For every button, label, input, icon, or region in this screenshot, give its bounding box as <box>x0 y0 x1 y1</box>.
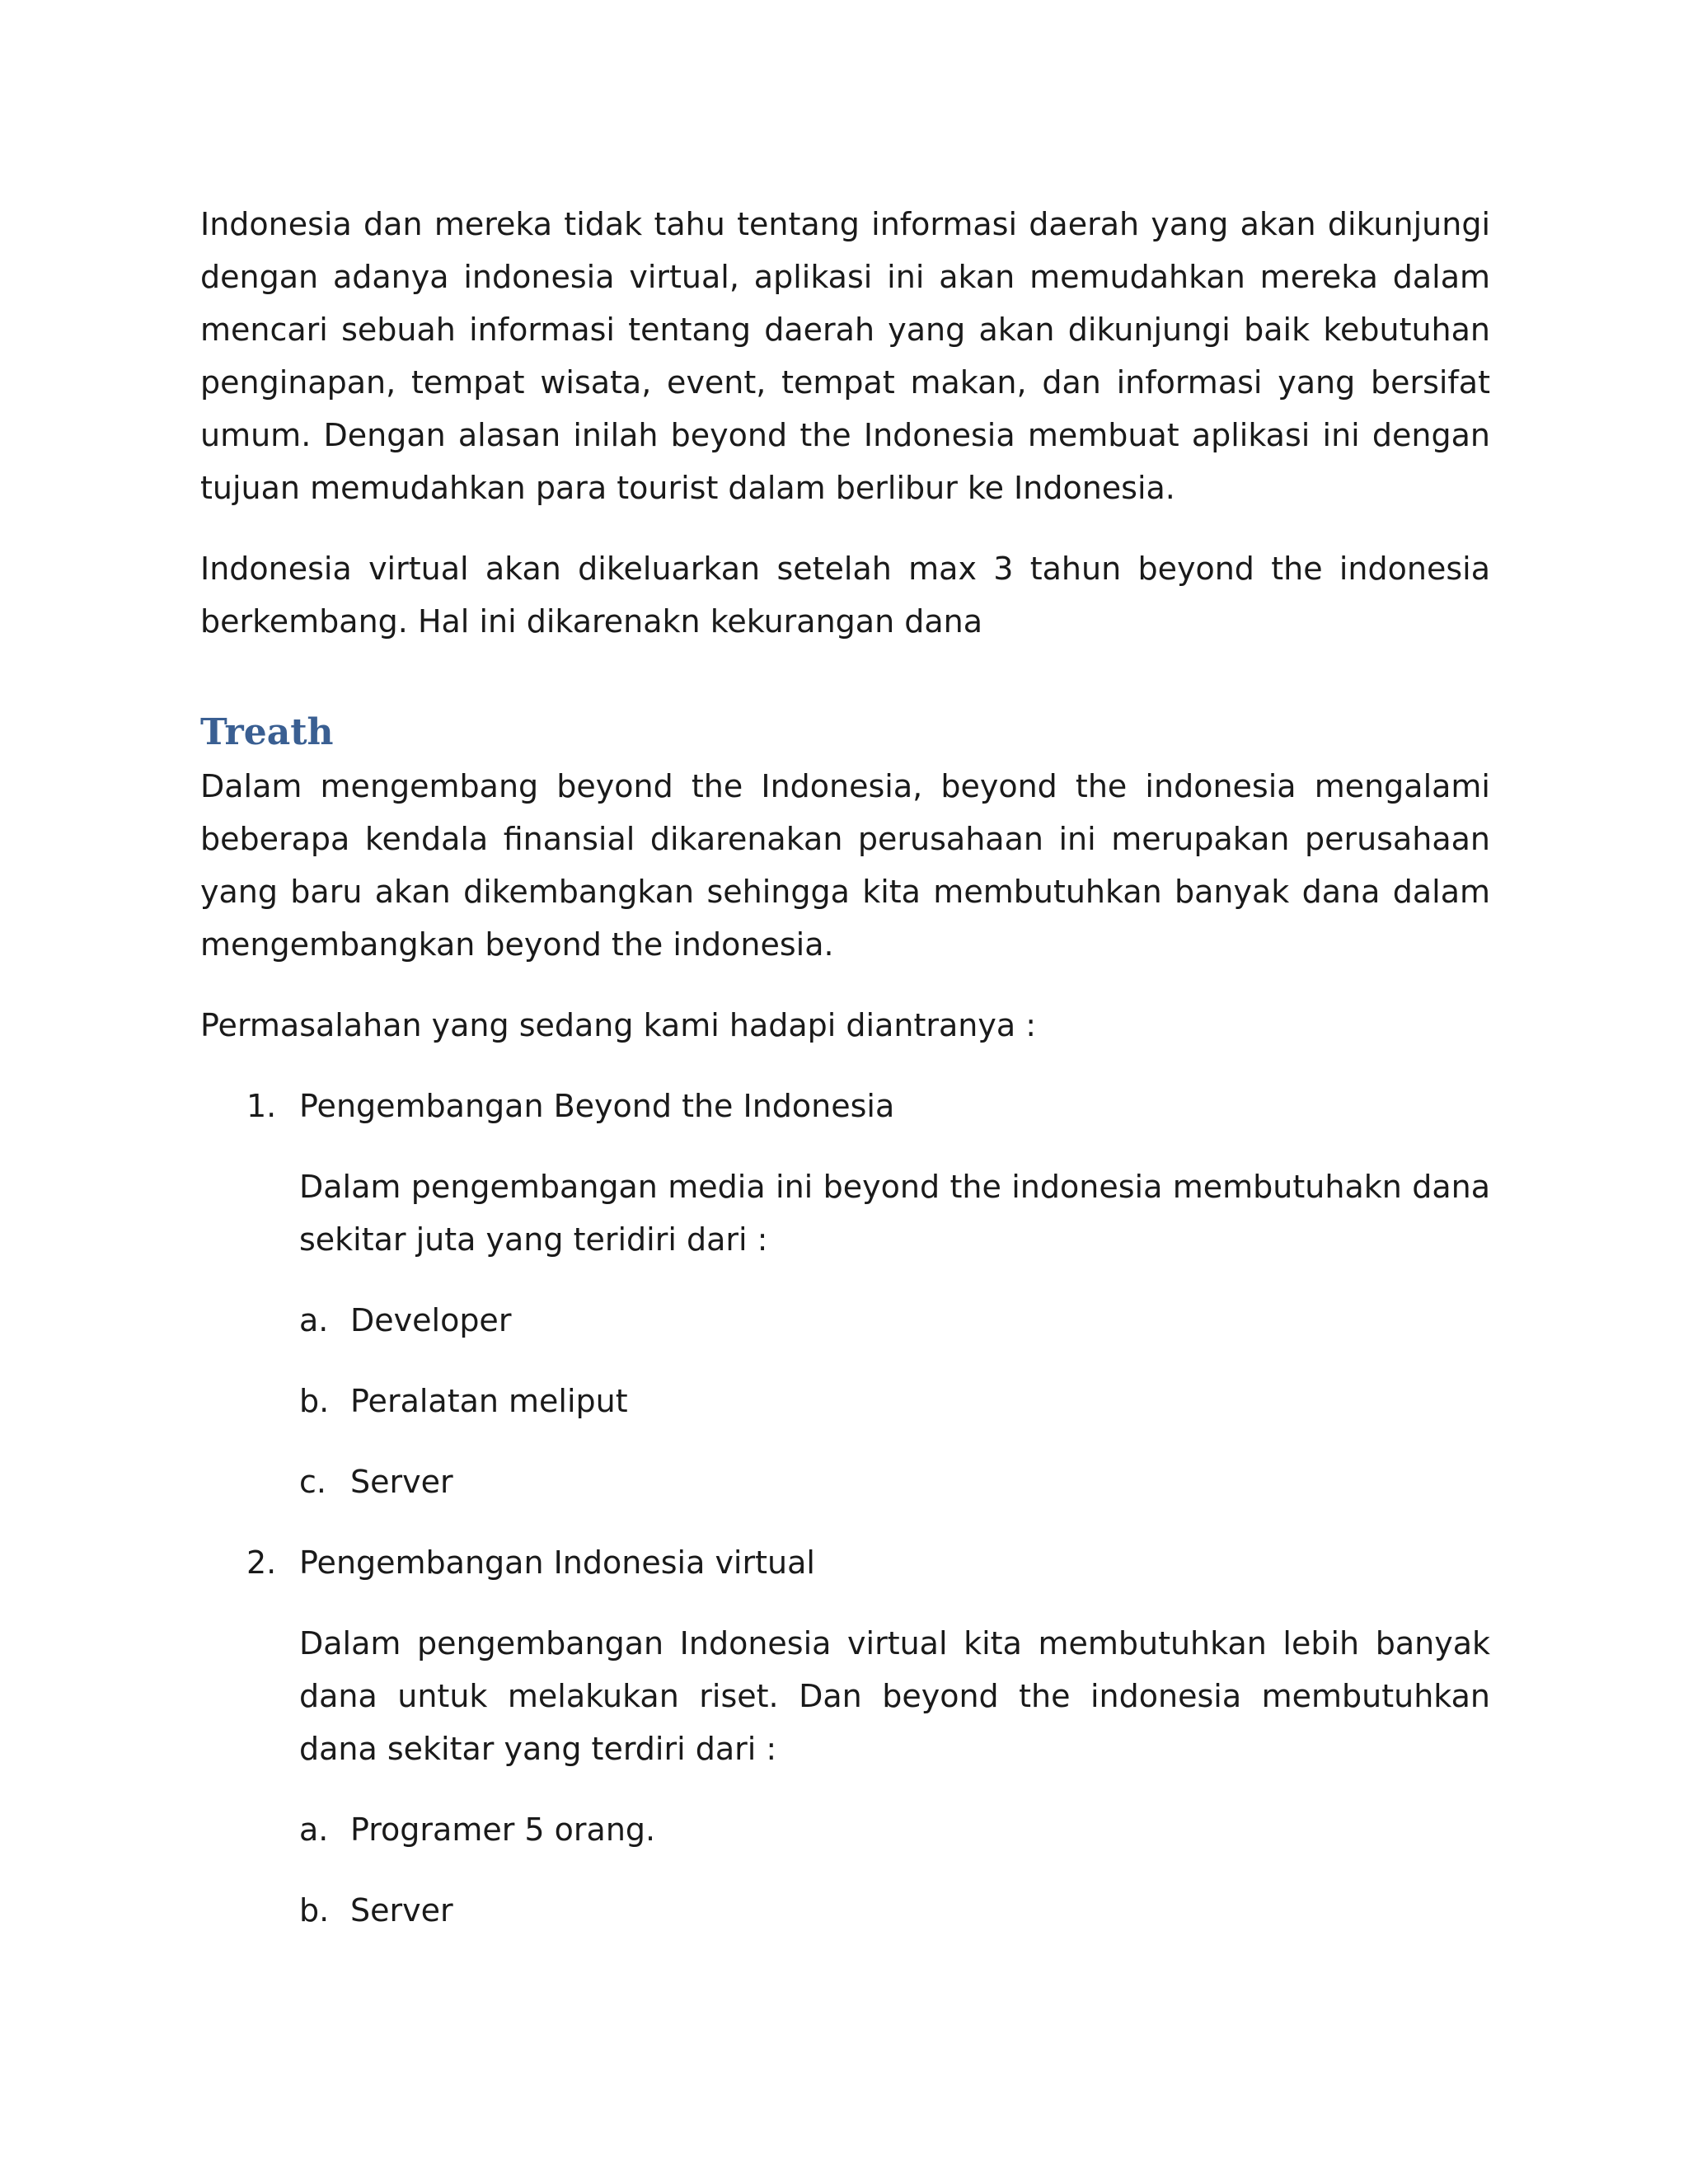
sub-list-item <box>299 1884 1490 1937</box>
list-item-description: Dalam pengembangan Indonesia virtual kita membutuhkan lebih banyak dana untuk melakukan riset. Dan beyond the indonesia membutuhkan dana sekitar yang terdiri dari : <box>299 1625 1490 1767</box>
sub-list-letter: b. <box>299 1892 330 1929</box>
list-item-title: Pengembangan Beyond the Indonesia <box>299 1088 895 1124</box>
list-number: 1. <box>246 1088 277 1124</box>
sub-list-text: Server <box>350 1892 453 1929</box>
sub-list-item <box>299 1803 1490 1856</box>
list-number: 2. <box>246 1544 277 1581</box>
sub-list-item <box>299 1375 1490 1427</box>
sub-list-item <box>299 1455 1490 1508</box>
list-item <box>200 1536 1490 1589</box>
sub-list-letter: b. <box>299 1383 330 1419</box>
sub-list-text: Programer 5 orang. <box>350 1811 656 1848</box>
sub-list-text: Peralatan meliput <box>350 1383 628 1419</box>
sub-list-letter: a. <box>299 1811 329 1848</box>
sub-list-item <box>299 1294 1490 1347</box>
section-intro: Dalam mengembang beyond the Indonesia, beyond the indonesia mengalami beberapa kendala finansial dikarenakan perusahaan ini merupakan perusahaan yang baru akan dikembangkan sehingga kita membutuhkan banyak dana dalam mengembangkan beyond the indonesia. <box>200 768 1490 963</box>
list-item <box>200 1080 1490 1132</box>
paragraph-intro: Indonesia dan mereka tidak tahu tentang informasi daerah yang akan dikunjungi dengan adanya indonesia virtual, aplikasi ini akan memudahkan mereka dalam mencari sebuah informasi tentang daerah yang akan dikunjungi baik kebutuhan penginapan, tempat wisata, event, tempat makan, dan informasi yang bersifat umum. Dengan alasan inilah beyond the Indonesia membuat aplikasi ini dengan tujuan memudahkan para tourist dalam berlibur ke Indonesia. <box>200 206 1490 506</box>
section-heading: Treath <box>200 711 334 753</box>
list-item-title: Pengembangan Indonesia virtual <box>299 1544 815 1581</box>
problems-label: Permasalahan yang sedang kami hadapi diantranya : <box>200 1007 1036 1043</box>
document-body <box>200 198 1490 1965</box>
sub-list-text: Developer <box>350 1302 512 1338</box>
sub-list-letter: a. <box>299 1302 329 1338</box>
sub-list-text: Server <box>350 1464 453 1500</box>
list-item-description: Dalam pengembangan media ini beyond the indonesia membutuhakn dana sekitar juta yang teridiri dari : <box>299 1169 1490 1258</box>
sub-list-letter: c. <box>299 1464 326 1500</box>
paragraph-release: Indonesia virtual akan dikeluarkan setelah max 3 tahun beyond the indonesia berkembang. Hal ini dikarenakn kekurangan dana <box>200 551 1490 640</box>
